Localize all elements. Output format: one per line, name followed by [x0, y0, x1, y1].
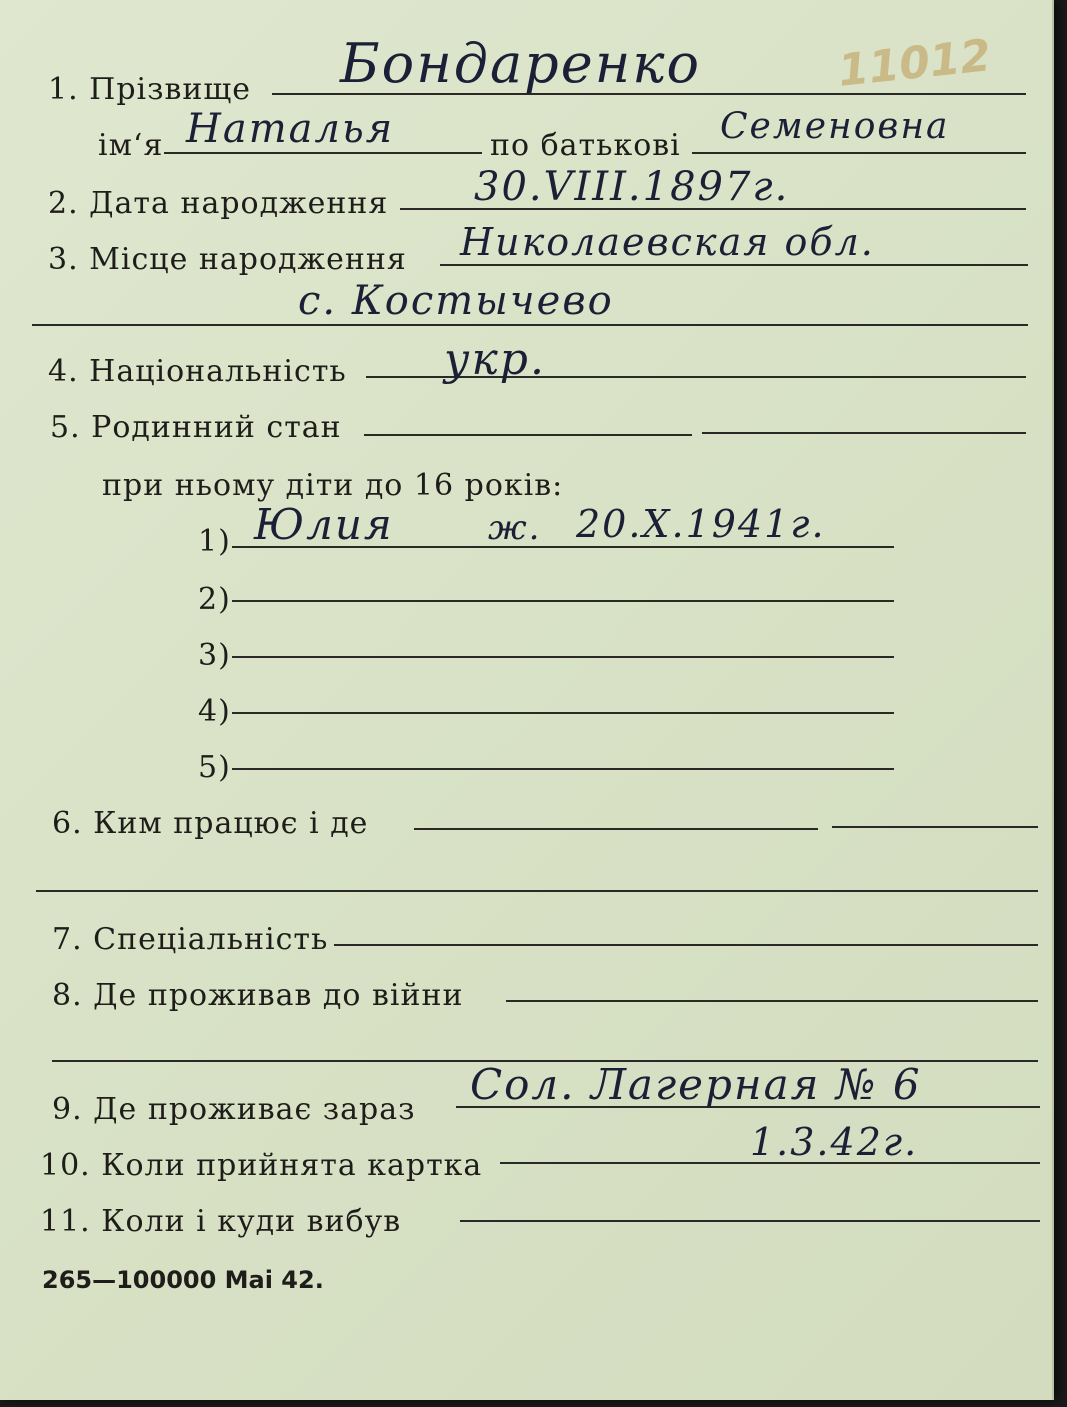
line-birth-place	[440, 264, 1028, 266]
value-surname: Бондаренко	[340, 32, 702, 95]
line-marital-status-b	[702, 432, 1026, 434]
line-marital-status-a	[364, 434, 692, 436]
value-current-residence: Сол. Лагерная № 6	[470, 1060, 922, 1109]
label-specialty: 7. Спеціальність	[52, 922, 329, 957]
value-card-accepted: 1.3.42г.	[750, 1120, 919, 1164]
line-prewar-residence	[506, 1000, 1038, 1002]
line-specialty	[334, 944, 1038, 946]
child-1-name: Юлия	[254, 500, 394, 549]
child-2-number: 2)	[198, 582, 231, 617]
child-1-date: 20.X.1941г.	[576, 502, 826, 546]
value-first-name: Наталья	[186, 106, 395, 152]
line-work-a	[414, 828, 818, 830]
child-3-line	[232, 656, 894, 658]
child-4-line	[232, 712, 894, 714]
label-marital-status: 5. Родинний стан	[50, 410, 342, 445]
value-birth-place-2: с. Костычево	[298, 278, 614, 324]
line-departed	[460, 1220, 1040, 1222]
label-surname: 1. Прізвище	[48, 72, 252, 107]
value-patronymic: Семеновна	[720, 106, 950, 147]
label-children: при ньому діти до 16 років:	[102, 468, 564, 503]
line-birth-place-2	[32, 324, 1028, 326]
label-birth-date: 2. Дата народження	[48, 186, 389, 221]
label-first-name: ім‘я	[98, 128, 164, 163]
line-work-2	[36, 890, 1038, 892]
child-1-note: ж.	[488, 508, 542, 548]
child-3-number: 3)	[198, 638, 231, 673]
label-nationality: 4. Національність	[48, 354, 347, 389]
child-2-line	[232, 600, 894, 602]
child-4-number: 4)	[198, 694, 231, 729]
line-patronymic	[692, 152, 1026, 154]
label-current-residence: 9. Де проживає зараз	[52, 1092, 416, 1127]
label-birth-place: 3. Місце народження	[48, 242, 407, 277]
label-work: 6. Ким працює і де	[52, 806, 369, 841]
child-1-number: 1)	[198, 524, 231, 559]
child-5-number: 5)	[198, 750, 231, 785]
value-nationality: укр.	[444, 334, 546, 385]
archive-number: 11012	[835, 30, 994, 97]
label-card-accepted: 10. Коли прийнята картка	[40, 1148, 483, 1183]
label-prewar-residence: 8. Де проживав до війни	[52, 978, 464, 1013]
line-first-name	[164, 152, 482, 154]
child-5-line	[232, 768, 894, 770]
line-work-b	[832, 826, 1038, 828]
label-patronymic: по батькові	[490, 128, 681, 163]
label-departed: 11. Коли і куди вибув	[40, 1204, 402, 1239]
value-birth-date: 30.VIII.1897г.	[474, 164, 790, 210]
value-birth-place: Николаевская обл.	[460, 220, 875, 264]
print-run-footer: 265—100000 Mai 42.	[42, 1266, 324, 1294]
